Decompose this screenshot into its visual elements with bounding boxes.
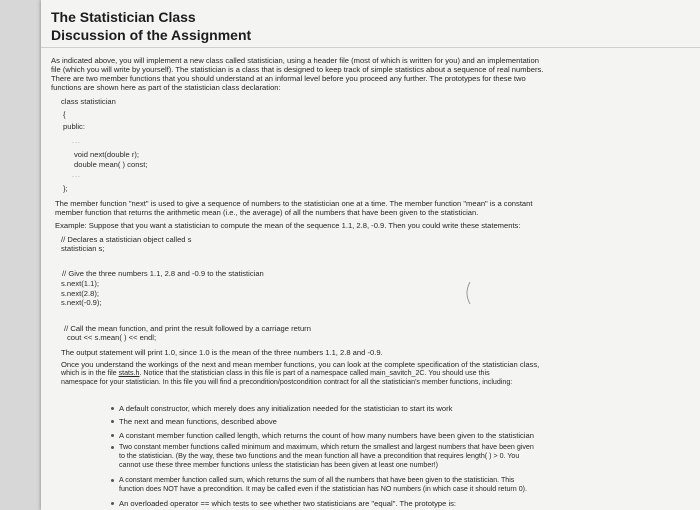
output-statement: The output statement will print 1.0, since 1.0 is the mean of the three numbers 1.1, 2.8 and -0.9. bbox=[61, 348, 383, 357]
bullet-dot bbox=[111, 479, 114, 482]
intro-line-2: file (which you will write by yourself). The statistician is a class that is designed to keep track of simple statistics about a sequence of real numbers. bbox=[51, 65, 544, 74]
intro-line-4: functions are shown here as part of the statistician class declaration: bbox=[51, 83, 281, 92]
bullet-dot bbox=[111, 434, 114, 437]
code-mean-prototype: double mean( ) const; bbox=[74, 160, 148, 169]
explain-line-2: member function that returns the arithmetic mean (i.e., the average) of all the numbers that have been given to the statistician. bbox=[55, 208, 479, 217]
example-comment-declare: // Declares a statistician object called s bbox=[61, 235, 192, 244]
example-next-3: s.next(-0.9); bbox=[61, 298, 102, 307]
stats-h-link[interactable]: stats.h bbox=[118, 369, 140, 377]
code-class-line: class statistician bbox=[61, 97, 116, 106]
example-comment-give: // Give the three numbers 1.1, 2.8 and -0.9 to the statistician bbox=[62, 269, 264, 278]
code-ellipsis-1: ... bbox=[72, 138, 81, 145]
bullet-dot bbox=[111, 420, 114, 423]
bullet-dot bbox=[111, 502, 114, 505]
once-line-2: which is in the file stats.h. Notice that the statistician class in this file is part of a namespace called main_savitch_2C. You should use this bbox=[61, 369, 490, 377]
intro-line-3: There are two member functions that you should understand at an informal level before you proceed any further. The prototypes for these two bbox=[51, 74, 526, 83]
example-cout: cout << s.mean( ) << endl; bbox=[67, 333, 157, 342]
code-public: public: bbox=[63, 122, 85, 131]
explain-line-1: The member function "next" is used to give a sequence of numbers to the statistician one at a time. The member function "mean" is a constant bbox=[55, 199, 533, 208]
intro-line-1: As indicated above, you will implement a new class called statistician, using a header file (most of which is written for you) and an implementation bbox=[51, 56, 539, 65]
once-line-1: Once you understand the workings of the next and mean member functions, you can look at the complete specification of the statistician class, bbox=[61, 360, 540, 369]
example-intro: Example: Suppose that you want a statistician to compute the mean of the sequence 1.1, 2.8, -0.9. Then you could write these statements: bbox=[55, 221, 521, 230]
code-next-prototype: void next(double r); bbox=[74, 150, 140, 159]
page-title: The Statistician Class bbox=[51, 9, 196, 25]
bullet-dot bbox=[111, 407, 114, 410]
text-cursor-mark bbox=[462, 281, 474, 305]
code-ellipsis-2: ... bbox=[72, 172, 81, 179]
example-next-1: s.next(1.1); bbox=[61, 279, 99, 288]
example-next-2: s.next(2.8); bbox=[61, 289, 99, 298]
example-comment-mean: // Call the mean function, and print the result followed by a carriage return bbox=[64, 324, 311, 333]
code-open-brace: { bbox=[63, 110, 66, 119]
bullet-dot bbox=[111, 446, 114, 449]
title-divider bbox=[41, 47, 700, 48]
document-page: The Statistician Class Discussion of the Assignment As indicated above, you will implement a new class called statistician, using a header file (most of which is written for you) and an implementation file (which you will write by yourself). The statistician is a class that is designed to keep track of simple statistics about a sequence of real numbers. There are two member functions that you should understand at an informal level before you proceed any further. The prototypes for these two functions are shown here as part of the statistician class declaration: class statistician { public: ... void next(double r); double mean( ) const; ... }; The member function "next" is used to give a sequence of numbers to the statistician one at a time. The member function "mean" is a constant member function that returns the arithmetic mean (i.e., the average) of all the numbers that have been given to the statistician. Example: Suppose that you want a statistician to compute the mean of the sequence 1.1, 2.8, -0.9. Then you could write these statements: // Declares a statistician object called s statistician s; // Give the three numbers 1.1, 2.8 and -0.9 to the statistician s.next(1.1); s.next(2.8); s.next(-0.9); // Call the mean function, and print the result followed by a carriage return cout << s.mean( ) << endl; The output statement will print 1.0, since 1.0 is the mean of the three numbers 1.1, 2.8 and -0.9. Once you understand the workings of the next and mean member functions, you can look at the complete specification of the statistician class, which is in the file stats.h. Notice that the statistician class in this file is part of a namespace called main_savitch_2C. You should use this namespace for your statistician. In this file you will find a precondition/postcondition contract for all the statistician's member functions, including: A default constructor, which merely does any initialization needed for the statistician to start its work The next and mean functions, described above A constant member function called length, which returns the count of how many numbers have been given to the statistician Two constant member functions called minimum and maximum, which return the smallest and largest numbers that have been given to the statistician. (By the way, these two functions and the mean function all have a precondition that requires length( ) > 0. You cannot use these three member functions unless the statistician has been given at least one number!) A constant member function called sum, which returns the sum of all the numbers that have been given to the statistician. This function does NOT have a precondition. It may be called even if the statistician has NO numbers (in which case it should return 0). An overloaded operator == which tests to see whether two statisticians are "equal". The prototype is: bbox=[41, 0, 700, 510]
page-subtitle: Discussion of the Assignment bbox=[51, 27, 252, 43]
once-line-3: namespace for your statistician. In this file you will find a precondition/postcondition contract for all the statistician's member functions, including: bbox=[61, 378, 513, 386]
example-declaration: statistician s; bbox=[61, 244, 105, 253]
code-close-brace: }; bbox=[63, 184, 68, 193]
